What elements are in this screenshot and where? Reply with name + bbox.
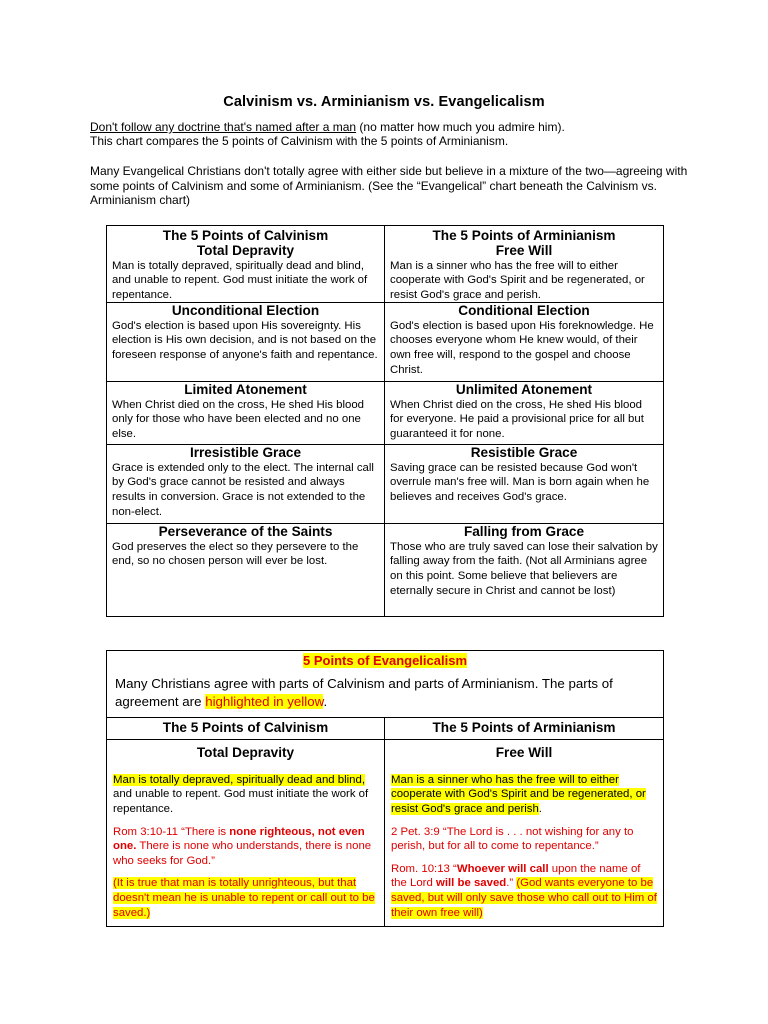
highlight-note: highlighted in yellow xyxy=(205,693,324,709)
header-calvinism: The 5 Points of Calvinism xyxy=(107,226,385,244)
comparison-table xyxy=(106,225,664,617)
intro-warning: Don't follow any doctrine that's named after a man xyxy=(90,120,357,134)
point-text: God's election is based upon His foreknowledge. He chooses everyone whom He knew would, of their own free will, respond to the gospel and choose Christ. xyxy=(390,319,654,376)
point-title: Total Depravity xyxy=(196,243,295,258)
commentary-note: (It is true that man is totally unrighteous, but that doesn't mean he is unable to repent or call out to be saved.) xyxy=(113,877,375,919)
scripture-quote: Rom. 10:13 “Whoever will call upon the name of the Lord will be saved.” (God wants everyone to be saved, but will only save those who call out to Him of their own free will) xyxy=(391,862,657,919)
table-row xyxy=(107,740,664,927)
point-text: Man is a sinner who has the free will to either cooperate with God's Spirit and be regenerated, or resist God's grace and perish. xyxy=(390,259,645,301)
point-text: Saving grace can be resisted because God won't overrule man's free will. Man is born again when he believes and receives God's grace. xyxy=(390,461,650,503)
point-title: Resistible Grace xyxy=(470,445,578,461)
table-row xyxy=(107,445,664,524)
intro-warning-rest: (no matter how much you admire him). xyxy=(356,120,565,134)
point-title: Limited Atonement xyxy=(184,382,307,398)
point-title: Conditional Election xyxy=(458,303,590,319)
point-text: Man is totally depraved, spiritually dead and blind, and unable to repent. God must initiate the work of repentance. xyxy=(113,773,369,815)
point-text: Man is totally depraved, spiritually dead and blind, and unable to repent. God must initiate the work of repentance. xyxy=(112,259,368,301)
table-row xyxy=(107,303,664,382)
page-title: Calvinism vs. Arminianism vs. Evangelicalism xyxy=(223,94,545,110)
evangelicalism-intro: Many Christians agree with parts of Calvinism and parts of Arminianism. The parts of agreement are highlighted in yellow. xyxy=(107,669,664,718)
evangelicalism-table xyxy=(106,650,664,927)
point-title: Irresistible Grace xyxy=(189,445,302,461)
point-text: Man is a sinner who has the free will to either cooperate with God's Spirit and be regenerated, or resist God's grace and perish. xyxy=(391,773,646,815)
point-text: God preserves the elect so they persevere to the end, so no chosen person will ever be lost. xyxy=(112,540,359,568)
intro-paragraph: Many Evangelical Christians don't totally agree with either side but believe in a mixture of the two—agreeing with some points of Calvinism and some of Arminianism. (See the “Evangelical” chart beneath the Calvinism vs. Arminianism chart) xyxy=(90,164,688,207)
evangelicalism-table-header xyxy=(107,717,664,740)
scripture-quote: Rom 3:10-11 “There is none righteous, not even one. There is none who understands, there is none who seeks for God.” xyxy=(113,825,372,867)
header-arminianism: The 5 Points of Arminianism xyxy=(385,717,664,740)
table-row xyxy=(107,382,664,445)
point-title: Total Depravity xyxy=(196,745,295,761)
comparison-table-header xyxy=(107,226,664,244)
point-title: Unlimited Atonement xyxy=(455,382,593,398)
table-row xyxy=(107,524,664,617)
point-text: God's election is based upon His sovereignty. His election is His own decision, and is not based on the foreseen response of anyone's faith and repentance. xyxy=(112,319,378,361)
point-text: When Christ died on the cross, He shed His blood only for those who have been elected and no one else. xyxy=(112,398,364,440)
header-calvinism: The 5 Points of Calvinism xyxy=(107,717,385,740)
point-title: Perseverance of the Saints xyxy=(158,524,333,540)
commentary-note: (God wants everyone to be saved, but will only save those who call out to Him of their own free will) xyxy=(391,877,657,919)
point-title: Falling from Grace xyxy=(463,524,585,540)
point-title: Free Will xyxy=(495,745,553,761)
scripture-quote: 2 Pet. 3:9 “The Lord is . . . not wishing for any to perish, but for all to come to repentance.” xyxy=(391,825,634,853)
point-text: Grace is extended only to the elect. The internal call by God's grace cannot be resisted and always results in conversion. Grace is not extended to the non-elect. xyxy=(112,461,374,518)
table-row xyxy=(107,243,664,303)
intro-compare-line: This chart compares the 5 points of Calvinism with the 5 points of Arminianism. xyxy=(90,134,509,148)
point-title: Free Will xyxy=(495,243,553,258)
intro-block xyxy=(90,120,690,148)
point-title: Unconditional Election xyxy=(171,303,320,319)
point-text: When Christ died on the cross, He shed His blood for everyone. He paid a provisional price for all but guaranteed it for none. xyxy=(390,398,644,440)
evangelicalism-title: 5 Points of Evangelicalism xyxy=(303,653,467,668)
point-text: Those who are truly saved can lose their salvation by falling away from the faith. (Not all Arminians agree on this point. Some believe that believers are eternally secure in Christ and cannot be lost) xyxy=(390,540,658,597)
header-arminianism: The 5 Points of Arminianism xyxy=(385,226,664,244)
